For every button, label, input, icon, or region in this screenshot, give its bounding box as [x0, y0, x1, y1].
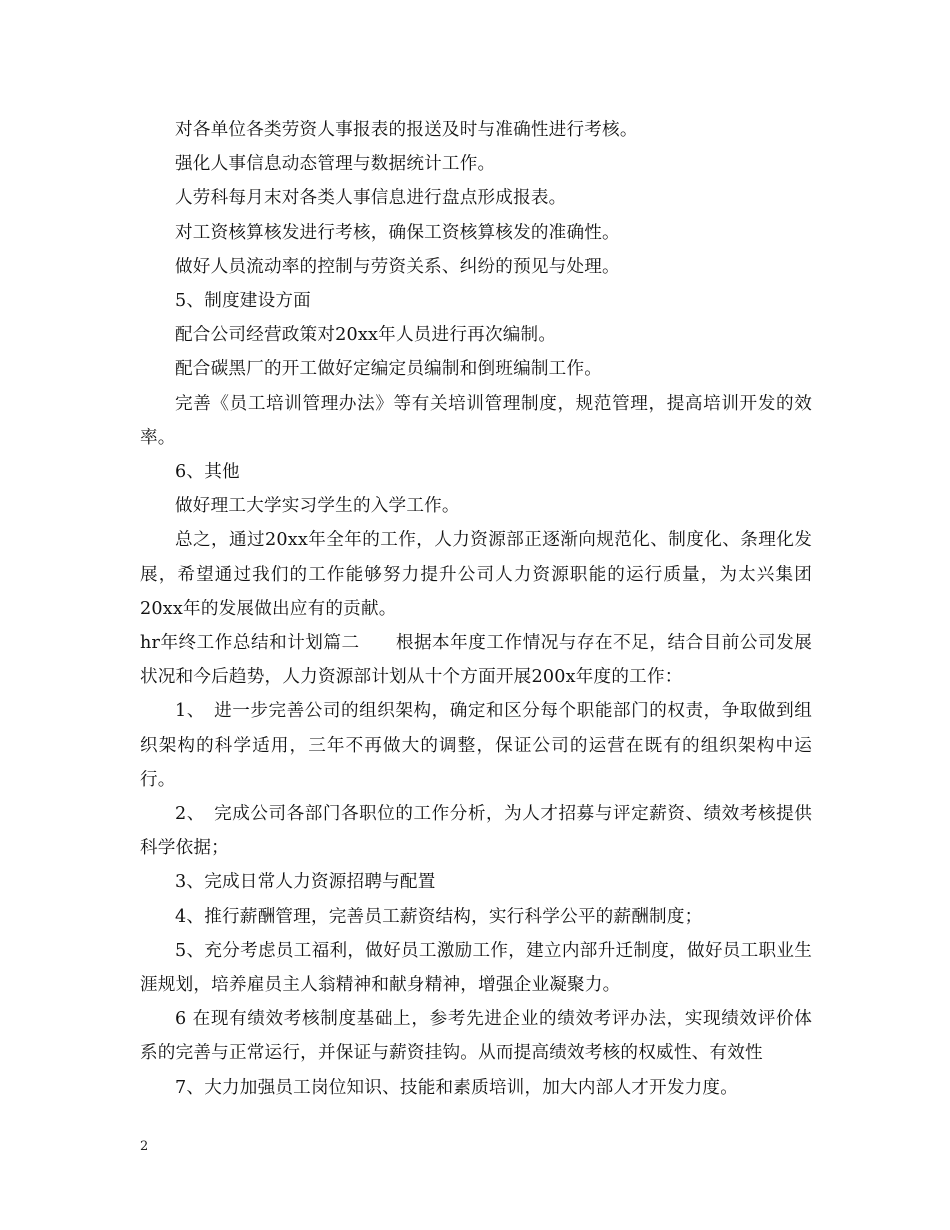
list-item: 6 在现有绩效考核制度基础上，参考先进企业的绩效考评办法，实现绩效评价体系的完善与正常运行，并保证与薪资挂钩。从而提高绩效考核的权威性、有效性	[140, 1009, 812, 1064]
list-item: 7、大力加强员工岗位知识、技能和素质培训，加大内部人才开发力度。	[175, 1077, 739, 1098]
paragraph: 总之，通过20xx年全年的工作，人力资源部正逐渐向规范化、制度化、条理化发展，希望通过我们的工作能够努力提升公司人力资源职能的运行质量，为太兴集团20xx年的发展做出应有的贡献。	[140, 530, 812, 619]
list-item: 3、完成日常人力资源招聘与配置	[175, 872, 436, 893]
section-heading: 6、其他	[175, 462, 240, 483]
page-number: 2	[140, 1139, 149, 1154]
list-item: 1、 进一步完善公司的组织架构，确定和区分每个职能部门的权责，争取做到组织架构的科学适用，三年不再做大的调整，保证公司的运营在既有的组织架构中运行。	[140, 701, 812, 790]
paragraph: 配合公司经营政策对20xx年人员进行再次编制。	[175, 325, 557, 346]
paragraph: 强化人事信息动态管理与数据统计工作。	[175, 154, 496, 175]
list-item: 5、充分考虑员工福利，做好员工激励工作，建立内部升迁制度，做好员工职业生涯规划，培养雇员主人翁精神和献身精神，增强企业凝聚力。	[140, 940, 812, 996]
paragraph: 人劳科每月末对各类人事信息进行盘点形成报表。	[175, 188, 567, 209]
list-item: 4、推行薪酬管理，完善员工薪资结构，实行科学公平的薪酬制度；	[175, 906, 703, 927]
paragraph: 对各单位各类劳资人事报表的报送及时与准确性进行考核。	[175, 120, 638, 140]
list-item: 2、 完成公司各部门各职位的工作分析，为人才招募与评定薪资、绩效考核提供科学依据；	[140, 804, 812, 859]
section-heading: 5、制度建设方面	[175, 291, 311, 312]
paragraph: 做好理工大学实习学生的入学工作。	[175, 496, 460, 517]
paragraph: 做好人员流动率的控制与劳资关系、纠纷的预见与处理。	[175, 256, 620, 277]
paragraph: 完善《员工培训管理办法》等有关培训管理制度，规范管理，提高培训开发的效率。	[140, 393, 812, 448]
section-title-paragraph: hr年终工作总结和计划篇二 根据本年度工作情况与存在不足，结合目前公司发展状况和今后趋势，人力资源部计划从十个方面开展200x年度的工作：	[140, 633, 812, 688]
document-body	[140, 113, 812, 1105]
paragraph: 配合碳黑厂的开工做好定编定员编制和倒班编制工作。	[175, 359, 603, 380]
paragraph: 对工资核算核发进行考核，确保工资核算核发的准确性。	[175, 222, 620, 243]
